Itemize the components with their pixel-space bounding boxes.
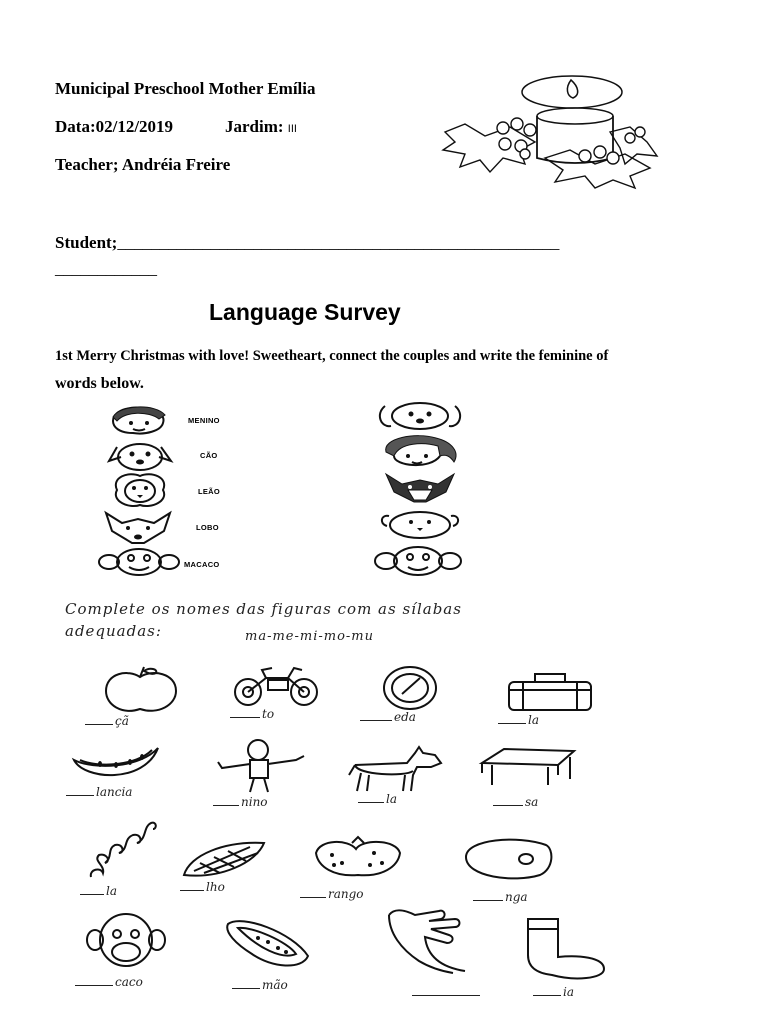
suffix-text: eda (394, 710, 416, 724)
animal-label-leao: LEÃO (198, 487, 221, 496)
blank-item-2[interactable] (230, 707, 274, 721)
watermelon-icon (70, 740, 162, 782)
student-label: Student; (55, 233, 118, 252)
mango-icon (458, 835, 556, 881)
blank-item-7[interactable] (358, 792, 397, 806)
lioness-face-icon (375, 508, 465, 540)
sock-icon (518, 915, 608, 981)
page-title: Language Survey (209, 299, 401, 325)
suitcase-icon (505, 670, 595, 712)
animal-label-lobo: LOBO (196, 523, 219, 532)
female-wolf-face-icon (380, 472, 460, 504)
boy-icon (212, 738, 310, 794)
blank-item-4[interactable] (498, 713, 539, 727)
blank-item-10[interactable] (180, 880, 225, 894)
blank-item-8[interactable] (493, 795, 538, 809)
suffix-text: nga (505, 890, 528, 904)
instruction-line-1: 1st Merry Christmas with love! Sweetheart, connect the couples and write the feminine of (55, 348, 609, 364)
animal-label-cao: CÃO (200, 451, 218, 460)
suffix-text: ia (563, 985, 574, 999)
blank-item-16[interactable] (533, 985, 574, 999)
blank-item-15[interactable] (412, 985, 482, 999)
blank-item-12[interactable] (473, 890, 528, 904)
strawberry-icon (312, 835, 404, 879)
animal-label-macaco: MACACO (184, 560, 220, 569)
suffix-text: la (528, 713, 539, 727)
christmas-candle-icon (425, 72, 665, 190)
date-label: Data:02/12/2019 (55, 117, 174, 136)
exercise-heading-line-1: Complete os nomes das figuras com as sílabas (65, 600, 462, 618)
blank-item-1[interactable] (85, 714, 129, 728)
suffix-text: mão (262, 978, 288, 992)
teacher-name: Teacher; Andréia Freire (55, 155, 231, 174)
monkey-face-icon (97, 547, 181, 577)
spring-icon (85, 815, 160, 883)
dog-face-icon (105, 439, 175, 473)
female-dog-face-icon (375, 400, 465, 432)
student-field[interactable] (55, 233, 559, 253)
blank-item-11[interactable] (300, 887, 364, 901)
corn-icon (180, 835, 268, 880)
lion-face-icon (105, 473, 175, 507)
hand-icon (385, 905, 469, 977)
blank-item-9[interactable] (80, 884, 117, 898)
suffix-text: lancia (96, 785, 133, 799)
suffix-text: çã (115, 714, 129, 728)
blank-item-13[interactable] (75, 975, 143, 989)
student-line: ____________________________________________________ (117, 233, 560, 252)
donkey-icon (345, 745, 445, 793)
suffix-text: la (106, 884, 117, 898)
girl-face-icon (380, 434, 462, 470)
suffix-text: rango (328, 887, 364, 901)
instruction-line-2: words below. (55, 375, 144, 392)
blank-item-14[interactable] (232, 978, 288, 992)
jardim-text: Jardim: (225, 117, 284, 136)
suffix-text: caco (115, 975, 143, 989)
blank-item-5[interactable] (66, 785, 132, 799)
monkey-icon (85, 910, 167, 974)
suffix-text: la (386, 792, 397, 806)
jardim-value: III (287, 123, 297, 135)
apple-icon (100, 665, 182, 715)
jardim-label (225, 117, 297, 137)
student-line-continued: ____________ (55, 259, 157, 278)
suffix-text: to (262, 707, 275, 721)
syllables-list: ma-me-mi-mo-mu (245, 629, 375, 644)
animal-label-menino: MENINO (188, 416, 220, 425)
blank-item-6[interactable] (213, 795, 268, 809)
table-icon (478, 745, 578, 787)
suffix-text: nino (241, 795, 268, 809)
suffix-text: lho (206, 880, 225, 894)
school-name: Municipal Preschool Mother Emília (55, 79, 316, 98)
suffix-text: sa (525, 795, 539, 809)
coin-icon (380, 664, 440, 712)
exercise-heading-line-2: adequadas: (65, 622, 162, 640)
blank-item-3[interactable] (360, 710, 416, 724)
papaya-icon (222, 912, 314, 970)
motorcycle-icon (232, 664, 322, 708)
wolf-face-icon (100, 509, 178, 545)
female-monkey-face-icon (372, 545, 464, 577)
boy-face-icon (105, 403, 175, 437)
